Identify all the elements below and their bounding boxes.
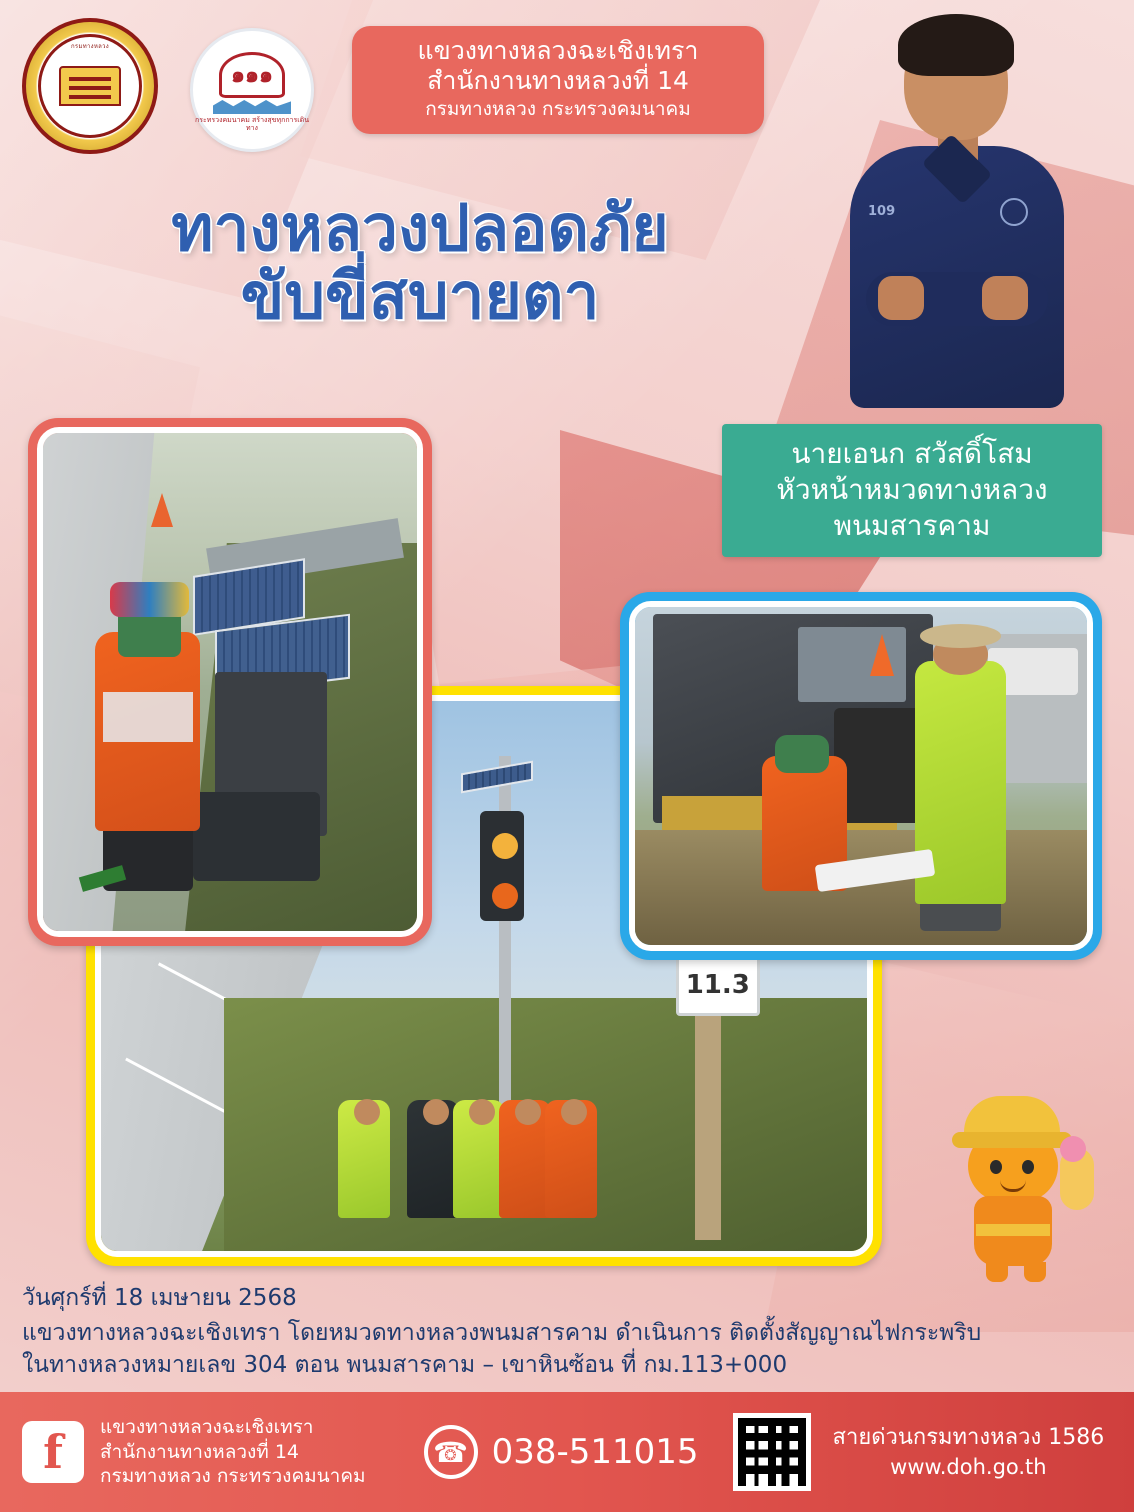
phone-icon: ☎ [424,1425,478,1479]
photo1-traffic-cone [151,493,173,527]
photo1-equipment-base [193,792,320,882]
photo3-worker-head [561,1099,587,1125]
hotline-number: สายด่วนกรมทางหลวง 1586 [832,1424,1105,1450]
org-line-2: สำนักงานทางหลวงที่ 14 [427,65,689,95]
highway-mascot-icon [938,1096,1098,1286]
org-line-1: แขวงทางหลวงฉะเชิงเทรา [417,36,699,65]
photo-solar-panel-install [28,418,432,946]
fb-line-1: แขวงทางหลวงฉะเชิงเทรา [100,1415,314,1438]
qr-code-icon[interactable] [733,1413,811,1491]
official-title: หัวหน้าหมวดทางหลวง [776,472,1048,506]
ministry-logo-label: กระทรวงคมนาคม สร้างสุขทุกการเดินทาง [195,115,309,132]
portrait-hand-right [982,276,1028,320]
website-url[interactable]: www.doh.go.th [890,1454,1047,1479]
portrait-chest-logo-icon [1000,198,1028,226]
ministry-crest-number: ๑๑๑ [219,52,285,98]
phone-contact [424,1425,699,1479]
photo2-ground [635,830,1087,945]
photo2-worker-hat [920,624,1001,648]
portrait-hair [898,14,1014,76]
portrait-hand-left [878,276,924,320]
caption-date: วันศุกร์ที่ 18 เมษายน 2568 [22,1285,297,1312]
organization-header [352,26,764,134]
hotline-info [833,1423,1105,1481]
photo3-signal-lamp-lower [492,883,518,909]
doh-logo-top-label: กรมทางหลวง [71,43,109,50]
photo1-worker-hat [110,582,189,617]
contact-footer [0,1392,1134,1512]
photo3-worker-head [515,1099,541,1125]
headline-line-1: ทางหลวงปลอดภัย [171,192,669,266]
photo1-worker-reflective-stripe [103,692,193,742]
official-name: นายเอนก สวัสดิ์โสม [791,437,1033,470]
photo2-traffic-cone [870,634,894,676]
official-area: พนมสารคาม [833,508,991,542]
photo3-km-marker-label: 11.3 [676,954,760,1016]
photo3-km-post [695,1009,721,1240]
org-line-3: กรมทางหลวง กระทรวงคมนาคม [425,98,691,120]
photo3-worker-head [423,1099,449,1125]
ministry-wave-shape [213,100,291,114]
facebook-icon[interactable]: f [22,1421,84,1483]
official-name-badge [722,424,1102,557]
caption-body-line-2: ในทางหลวงหมายเลข 304 ตอน พนมสารคาม – เขาหินซ้อน ที่ กม.113+000 [22,1352,788,1379]
fb-line-3: กรมทางหลวง กระทรวงคมนาคม [100,1465,366,1488]
caption-body-line-1: แขวงทางหลวงฉะเชิงเทรา โดยหมวดทางหลวงพนมสารคาม ดำเนินการ ติดตั้งสัญญาณไฟกระพริบ [22,1319,982,1346]
mascot-helmet-brim [952,1132,1072,1148]
photo-workers-truck [620,592,1102,960]
photo3-signal-lamp-upper [492,833,518,859]
portrait-sleeve-number: 109 [868,204,896,219]
photo3-worker-head [469,1099,495,1125]
headline-line-2: ขับขี่สบายตา [240,259,600,334]
photo2-worker-orange-head [775,735,829,772]
facebook-page-name [100,1415,366,1489]
page-title [40,192,800,334]
mascot-belt [976,1224,1050,1236]
fb-line-2: สำนักงานทางหลวงที่ 14 [100,1440,300,1463]
mascot-eye [990,1160,1002,1174]
mascot-eye [1022,1160,1034,1174]
official-portrait-photo [842,8,1072,418]
announcement-caption [0,1268,1134,1392]
doh-emblem-shape [59,66,121,106]
department-of-highways-logo-icon [22,18,158,154]
mascot-flower [1060,1136,1086,1162]
ministry-of-transport-logo-icon [190,28,314,152]
phone-number[interactable]: 038-511015 [491,1432,699,1472]
photo3-worker-head [354,1099,380,1125]
